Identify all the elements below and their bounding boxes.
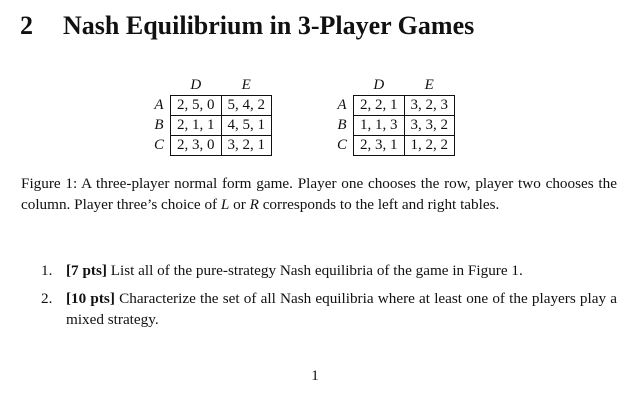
column-header: E	[241, 77, 251, 93]
section-heading	[20, 11, 474, 41]
payoff-cell: 2, 3, 0	[171, 136, 222, 156]
caption-text: Figure 1: A three-player normal form game. Player one chooses the row, player two chooses the column. Player three’s choice of	[21, 175, 617, 213]
payoff-cell: 2, 2, 1	[354, 96, 405, 116]
row-header: A	[154, 97, 164, 113]
question-points: [7 pts]	[66, 262, 107, 279]
table-row	[150, 96, 272, 116]
table-row	[333, 136, 455, 156]
payoff-table-right	[333, 76, 455, 156]
payoff-cell: 3, 3, 2	[404, 116, 455, 136]
row-header: B	[154, 117, 164, 133]
column-header: E	[424, 77, 434, 93]
question-number: 2.	[41, 290, 53, 307]
payoff-cell: 3, 2, 1	[221, 136, 272, 156]
row-header: B	[337, 117, 347, 133]
payoff-cell: 2, 1, 1	[171, 116, 222, 136]
question-number: 1.	[41, 262, 53, 279]
table-row	[150, 116, 272, 136]
payoff-table-left	[150, 76, 272, 156]
caption-text: corresponds to the left and right tables.	[258, 196, 500, 213]
payoff-cell: 2, 3, 1	[354, 136, 405, 156]
payoff-cell: 2, 5, 0	[171, 96, 222, 116]
payoff-cell: 1, 1, 3	[354, 116, 405, 136]
question-text: Characterize the set of all Nash equilibria where at least one of the players play a mixed strategy.	[66, 290, 617, 328]
row-header: C	[154, 137, 165, 153]
caption-variable: R	[249, 196, 259, 213]
question-text: List all of the pure-strategy Nash equilibria of the game in Figure 1.	[106, 262, 523, 279]
column-header: D	[373, 77, 385, 93]
payoff-cell: 5, 4, 2	[221, 96, 272, 116]
question-item	[41, 260, 617, 281]
table-row	[333, 116, 455, 136]
row-header: A	[337, 97, 347, 113]
payoff-cell: 3, 2, 3	[404, 96, 455, 116]
column-header: D	[190, 77, 202, 93]
row-header: C	[337, 137, 348, 153]
payoff-cell: 1, 2, 2	[404, 136, 455, 156]
question-list	[41, 260, 617, 337]
payoff-cell: 4, 5, 1	[221, 116, 272, 136]
figure-caption	[21, 173, 617, 215]
table-row	[333, 96, 455, 116]
question-item	[41, 288, 617, 330]
section-number: 2	[20, 11, 33, 40]
section-title: Nash Equilibrium in 3-Player Games	[63, 11, 475, 40]
caption-text: or	[229, 196, 250, 213]
question-points: [10 pts]	[66, 290, 115, 307]
page-number: 1	[311, 368, 319, 384]
table-row	[150, 136, 272, 156]
caption-variable: L	[220, 196, 230, 213]
